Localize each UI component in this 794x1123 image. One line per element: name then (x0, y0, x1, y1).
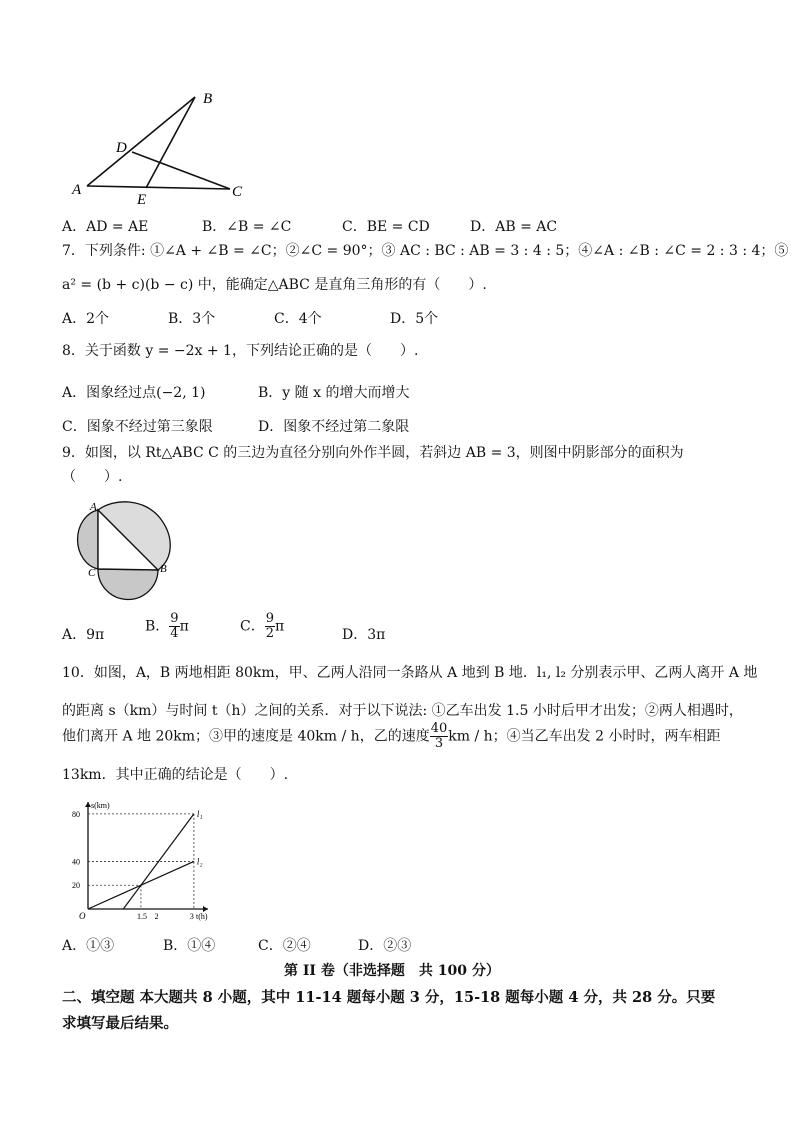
y-axis-label: s(km) (91, 801, 110, 810)
label-C: C (88, 567, 96, 579)
section2-title: 第 II 卷（非选择题 共 100 分） (284, 963, 500, 979)
q8-option-d: D．图象不经过第二象限 (258, 419, 410, 435)
q8-option-b: B．y 随 x 的增大而增大 (258, 385, 410, 401)
q10-stem-line3: 他们离开 A 地 20km；③甲的速度是 40km / h，乙的速度 $\frac{40}{3}$ km / h；④当乙车出发 2 小时时，两车相距 (62, 721, 721, 751)
label-A: A (72, 182, 82, 198)
label-E: E (137, 192, 147, 206)
y-tick-80: 80 (72, 809, 80, 819)
q7-option-b: B．3个 (168, 311, 216, 327)
q8-option-c: C．图象不经过第三象限 (62, 419, 213, 435)
q9-option-d: D．3π (342, 627, 386, 643)
q8-option-a: A．图象经过点(−2, 1) (62, 385, 206, 401)
q6-option-d: D．AB = AC (470, 219, 558, 235)
x-tick-3: 3 (189, 912, 194, 921)
q7-stem-line2: a² = (b + c)(b − c) 中，能确定△ABC 是直角三角形的有（ ）. (62, 277, 487, 293)
series-label-2: l₂ (196, 856, 203, 867)
q7-option-d: D．5个 (390, 311, 439, 327)
section2-instruction-line2: 求填写最后结果。 (62, 1015, 178, 1032)
q7-stem-line1: 7．下列条件: ①∠A + ∠B = ∠C；②∠C = 90°；③ AC : BC : AB = 3 : 4 : 5；④∠A : ∠B : ∠C = 2 : 3 : 4；⑤ (62, 243, 789, 259)
q7-option-a: A．2个 (62, 311, 110, 327)
series-label-1: l₁ (196, 808, 203, 819)
label-B: B (203, 91, 213, 107)
label-C: C (232, 184, 243, 200)
q6-option-a: A．AD = AE (62, 219, 149, 235)
x-tick-1.5: 1.5 (136, 912, 147, 921)
q9-option-c: C． $\frac{9}{2}$ π (240, 611, 285, 641)
label-A: A (90, 501, 97, 513)
q8-stem: 8．关于函数 y = −2x + 1，下列结论正确的是（ ）. (62, 343, 419, 359)
origin-label: O (79, 911, 86, 921)
q10-option-a: A．①③ (62, 938, 115, 954)
label-B: B (160, 563, 167, 575)
q10-stem-line2: 的距离 s（km）与时间 t（h）之间的关系．对于以下说法: ①乙车出发 1.5 小时后甲才出发；②两人相遇时， (62, 703, 743, 719)
q10-option-b: B．①④ (163, 938, 216, 954)
x-tick-2: 2 (154, 912, 159, 921)
q6-triangle-figure (60, 88, 260, 206)
q9-stem-line1: 9．如图，以 Rt△ABC C 的三边为直径分别向外作半圆，若斜边 AB = 3，则图中阴影部分的面积为 (62, 445, 684, 461)
label-D: D (116, 140, 127, 156)
q10-stem-line4: 13km．其中正确的结论是（ ）. (62, 767, 289, 783)
q10-stem-line1: 10．如图，A，B 两地相距 80km，甲、乙两人沿同一条路从 A 地到 B 地．l₁, l₂ 分别表示甲、乙两人离开 A 地 (62, 665, 758, 681)
q10-option-d: D．②③ (358, 938, 412, 954)
q9-stem-line2: （ ）. (62, 469, 123, 485)
y-tick-20: 20 (72, 881, 80, 891)
q7-option-c: C．4个 (274, 311, 322, 327)
q9-semicircle-figure (66, 496, 186, 608)
q9-option-b: B． $\frac{9}{4}$ π (145, 611, 189, 641)
q10-option-c: C．②④ (258, 938, 311, 954)
q9-option-a: A．9π (62, 627, 105, 643)
x-axis-label: t(h) (196, 912, 208, 921)
section2-instruction-line1: 二、填空题 本大题共 8 小题，其中 11-14 题每小题 3 分，15-18 题每小题 4 分，共 28 分。只要 (62, 989, 716, 1006)
y-tick-40: 40 (72, 857, 80, 867)
q10-distance-time-chart (64, 796, 214, 924)
q6-option-b: B．∠B = ∠C (202, 219, 292, 235)
q6-option-c: C．BE = CD (342, 219, 430, 235)
